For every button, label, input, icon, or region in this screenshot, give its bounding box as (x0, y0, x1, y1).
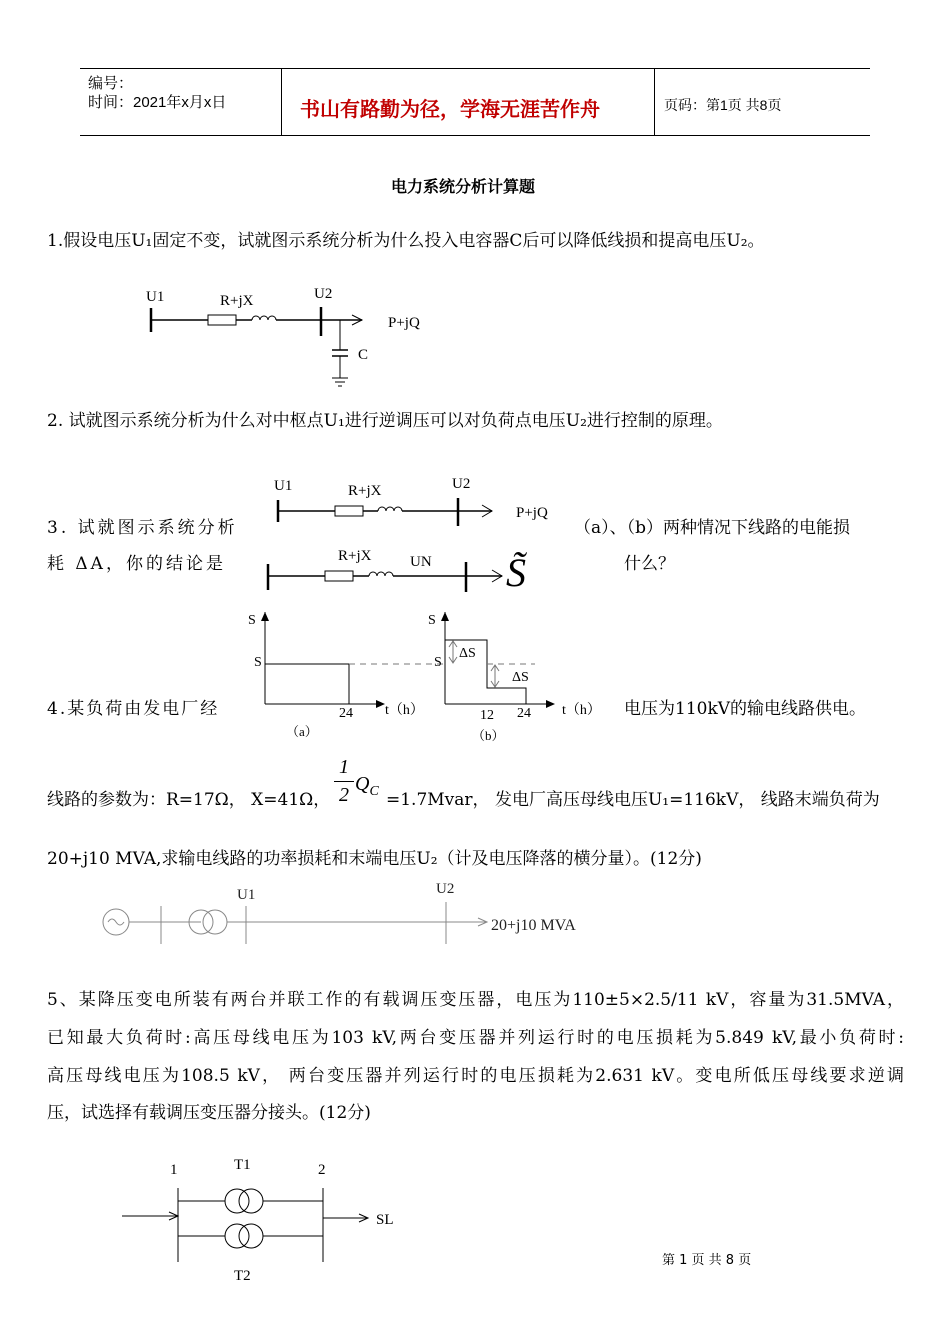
header-divider-1 (281, 68, 282, 136)
q3b-un-label: UN (410, 554, 432, 570)
q4-u1-label: U1 (237, 887, 256, 903)
header-page-number: 页码：第1页 共8页 (664, 97, 782, 113)
chart-b-delta1-label: ΔS (459, 646, 476, 661)
q3a-u2-label: U2 (452, 476, 471, 492)
q3-diagram-a (262, 470, 562, 530)
q5-t1-label: T1 (234, 1157, 251, 1173)
q4-frac-num: 1 (339, 756, 349, 778)
q1-text: 1.假设电压U₁固定不变，试就图示系统分析为什么投入电容器C后可以降低线损和提高电压U₂。 (47, 231, 765, 251)
q1-cap-label: C (358, 347, 369, 363)
q3a-load-label: P+jQ (516, 505, 548, 521)
q4-tail: 电压为110kV的输电线路供电。 (624, 699, 867, 719)
q5-line3: 高压母线电压为108.5 kV， 两台变压器并列运行时的电压损耗为2.631 kV。变电所低压母线要求逆调 (47, 1066, 904, 1086)
q4-fraction (334, 757, 354, 805)
chart-b-caption: （b） (472, 728, 505, 743)
chart-a-caption: （a） (286, 724, 318, 739)
q5-line4: 压，试选择有载调压变压器分接头。(12分) (47, 1103, 371, 1123)
header-bottom-border (80, 135, 870, 136)
q1-u2-label: U2 (314, 286, 333, 302)
q4-lead: 4.某负荷由发电厂经 (47, 699, 220, 719)
q1-inductor (252, 316, 276, 320)
chart-b-x-tick-24: 24 (517, 706, 531, 721)
q1-resistor (208, 315, 236, 325)
q3-line2-left: 耗 ΔA，你的结论是 (47, 554, 226, 574)
chart-b-x-tick-12: 12 (480, 708, 494, 723)
q5-bus1-label: 1 (170, 1162, 178, 1178)
header-top-border (80, 68, 870, 69)
q4-line3: 20+j10 MVA,求输电线路的功率损耗和末端电压U₂（计及电压降落的横分量）。(12分) (47, 849, 702, 869)
document-title: 电力系统分析计算题 (391, 177, 536, 196)
q5-t2-label: T2 (234, 1268, 251, 1284)
q3-line1-right: （a）、（b）两种情况下线路的电能损 (574, 518, 851, 538)
q4-frac-den: 2 (339, 784, 349, 806)
chart-b-delta2-label: ΔS (512, 670, 529, 685)
q5-line1: 5、某降压变电所装有两台并联工作的有载调压变压器，电压为110±5×2.5/11 kV，容量为31.5MVA， (47, 990, 904, 1010)
q5-t2-transformer-icon (225, 1224, 249, 1248)
q4-qc-symbol: Q (355, 773, 370, 795)
chart-a-x-tick: 24 (339, 706, 353, 721)
chart-b-x-unit: t（h） (562, 703, 601, 718)
chart-a-x-unit: t（h） (385, 703, 424, 718)
q5-substation-diagram (118, 1150, 418, 1290)
header-divider-2 (654, 68, 655, 136)
q3-diagram-b (262, 538, 562, 598)
chart-a-load-curve (265, 664, 349, 704)
q4-load-label: 20+j10 MVA (491, 917, 576, 934)
q1-circuit-diagram (140, 280, 440, 400)
chart-b-level-label: S (434, 655, 442, 670)
chart-b-y-label: S (428, 613, 436, 628)
q4-u2-label: U2 (436, 881, 455, 897)
footer-page-number: 第 1 页 共 8 页 (662, 1253, 752, 1268)
q3-line2-right: 什么？ (624, 554, 675, 574)
q3a-impedance-label: R+jX (348, 483, 382, 499)
q4-qc (355, 774, 379, 799)
header-number: 编号： (88, 75, 134, 92)
q3a-u1-label: U1 (274, 478, 293, 494)
header-motto: 书山有路勤为径，学海无涯苦作舟 (300, 97, 600, 121)
q1-load-label: P+jQ (388, 315, 420, 331)
chart-a-y-label: S (248, 613, 256, 628)
q3-line1-left: 3. 试就图示系统分析 (47, 518, 238, 538)
q5-line2: 已知最大负荷时:高压母线电压为103 kV,两台变压器并列运行时的电压损耗为5.849 kV,最小负荷时: (47, 1028, 904, 1048)
q1-impedance-label: R+jX (220, 293, 254, 309)
header-time: 时间：2021年x月x日 (88, 94, 227, 111)
q5-bus2-label: 2 (318, 1162, 326, 1178)
q4-qc-sub: C (369, 784, 379, 799)
q4-line2-b: =1.7Mvar， 发电厂高压母线电压U₁=116kV， 线路末端负荷为 (386, 790, 880, 810)
q3b-load-label: S̃ (506, 550, 526, 595)
q5-load-label: SL (376, 1212, 394, 1228)
q4-transmission-diagram (95, 876, 615, 952)
q2-text: 2. 试就图示系统分析为什么对中枢点U₁进行逆调压可以对负荷点电压U₂进行控制的原理。 (47, 411, 723, 431)
q4-line2-a: 线路的参数为：R=17Ω， X=41Ω， (47, 790, 331, 810)
q1-u1-label: U1 (146, 289, 165, 305)
q4-frac-bar (334, 781, 354, 782)
q5-t1-transformer-icon (225, 1189, 249, 1213)
chart-a-level-label: S (254, 655, 262, 670)
q3b-impedance-label: R+jX (338, 548, 372, 564)
q3-load-curves (240, 604, 601, 750)
